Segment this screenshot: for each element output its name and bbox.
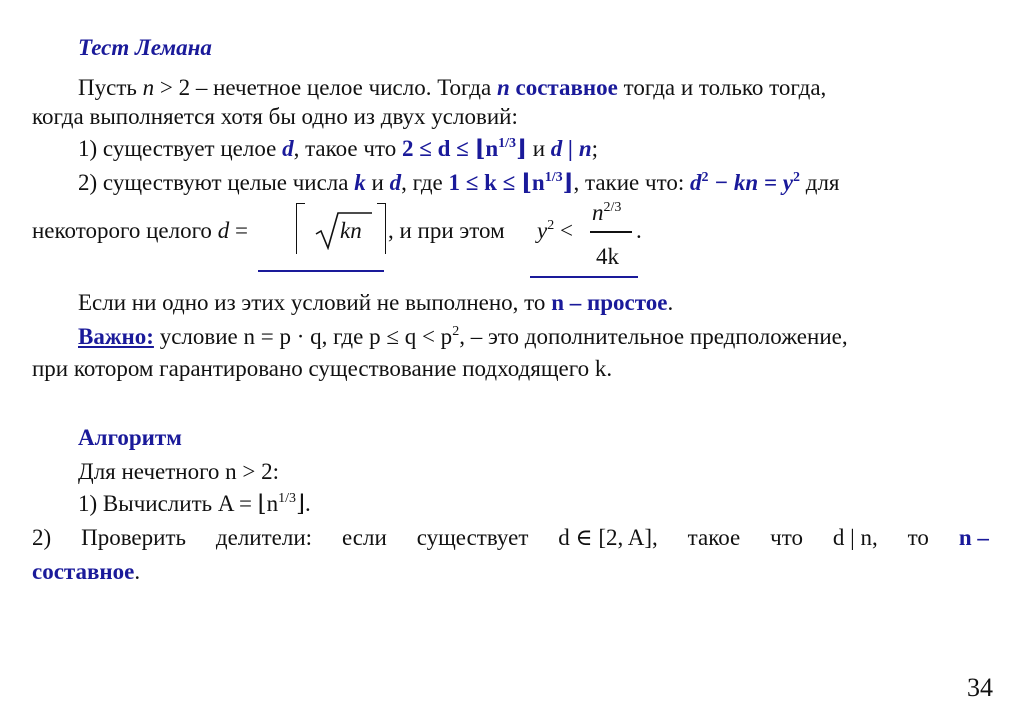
sqrt-radicand: kn <box>340 218 362 243</box>
ceil-left-bracket <box>296 203 305 254</box>
paragraph-2: Если ни одно из этих условий не выполнено, то n – простое. <box>78 290 674 315</box>
heading: Тест Лемана <box>78 35 212 60</box>
paragraph-1-line-2: когда выполняется хотя бы одно из двух условий: <box>32 104 518 129</box>
fraction-numerator: $n^{2/3}$ <box>592 200 622 225</box>
paragraph-3-line-2: при котором гарантировано существование подходящего k. <box>32 356 613 381</box>
y-variable: $y^2$ < <box>537 218 573 243</box>
fraction-bar <box>590 231 632 233</box>
ceil-right-bracket <box>377 203 386 254</box>
underline-mark-2 <box>530 276 638 278</box>
condition-1: 1) существует целое d, такое что $2 \le d \le ⌊n^{1/3}⌋$ и d | n; <box>78 136 599 161</box>
algorithm-step-2-continuation: составное. <box>32 559 141 584</box>
algorithm-step-0: Для нечетного n > 2: <box>78 459 280 484</box>
algorithm-step-2: 2) Проверить делители: если существует d ∈ [2, A], такое что d | n, то n – <box>32 525 989 550</box>
fraction-denominator: 4k <box>596 244 619 269</box>
paragraph-1-line-1: Пусть n > 2 – нечетное целое число. Тогда n составное тогда и только тогда, <box>78 75 827 100</box>
paragraph-3-line-1: Важно: условие n = p · q, где $p \le q < p^2$, – это дополнительное предположение, <box>78 324 848 349</box>
fraction-period: . <box>636 218 642 243</box>
condition-2-continuation: некоторого целого d = <box>32 218 248 243</box>
page-number: 34 <box>967 673 993 702</box>
algorithm-step-1: 1) Вычислить $A = ⌊n^{1/3}⌋$. <box>78 491 311 516</box>
condition-2: 2) существуют целые числа k и d, где $1 \le k \le ⌊n^{1/3}⌋$, такие что: $d^2$ − kn = $y^2$ для <box>78 170 840 195</box>
algorithm-title: Алгоритм <box>78 425 182 450</box>
condition-2-text: , и при этом <box>388 218 505 243</box>
underline-mark-1 <box>258 270 384 272</box>
